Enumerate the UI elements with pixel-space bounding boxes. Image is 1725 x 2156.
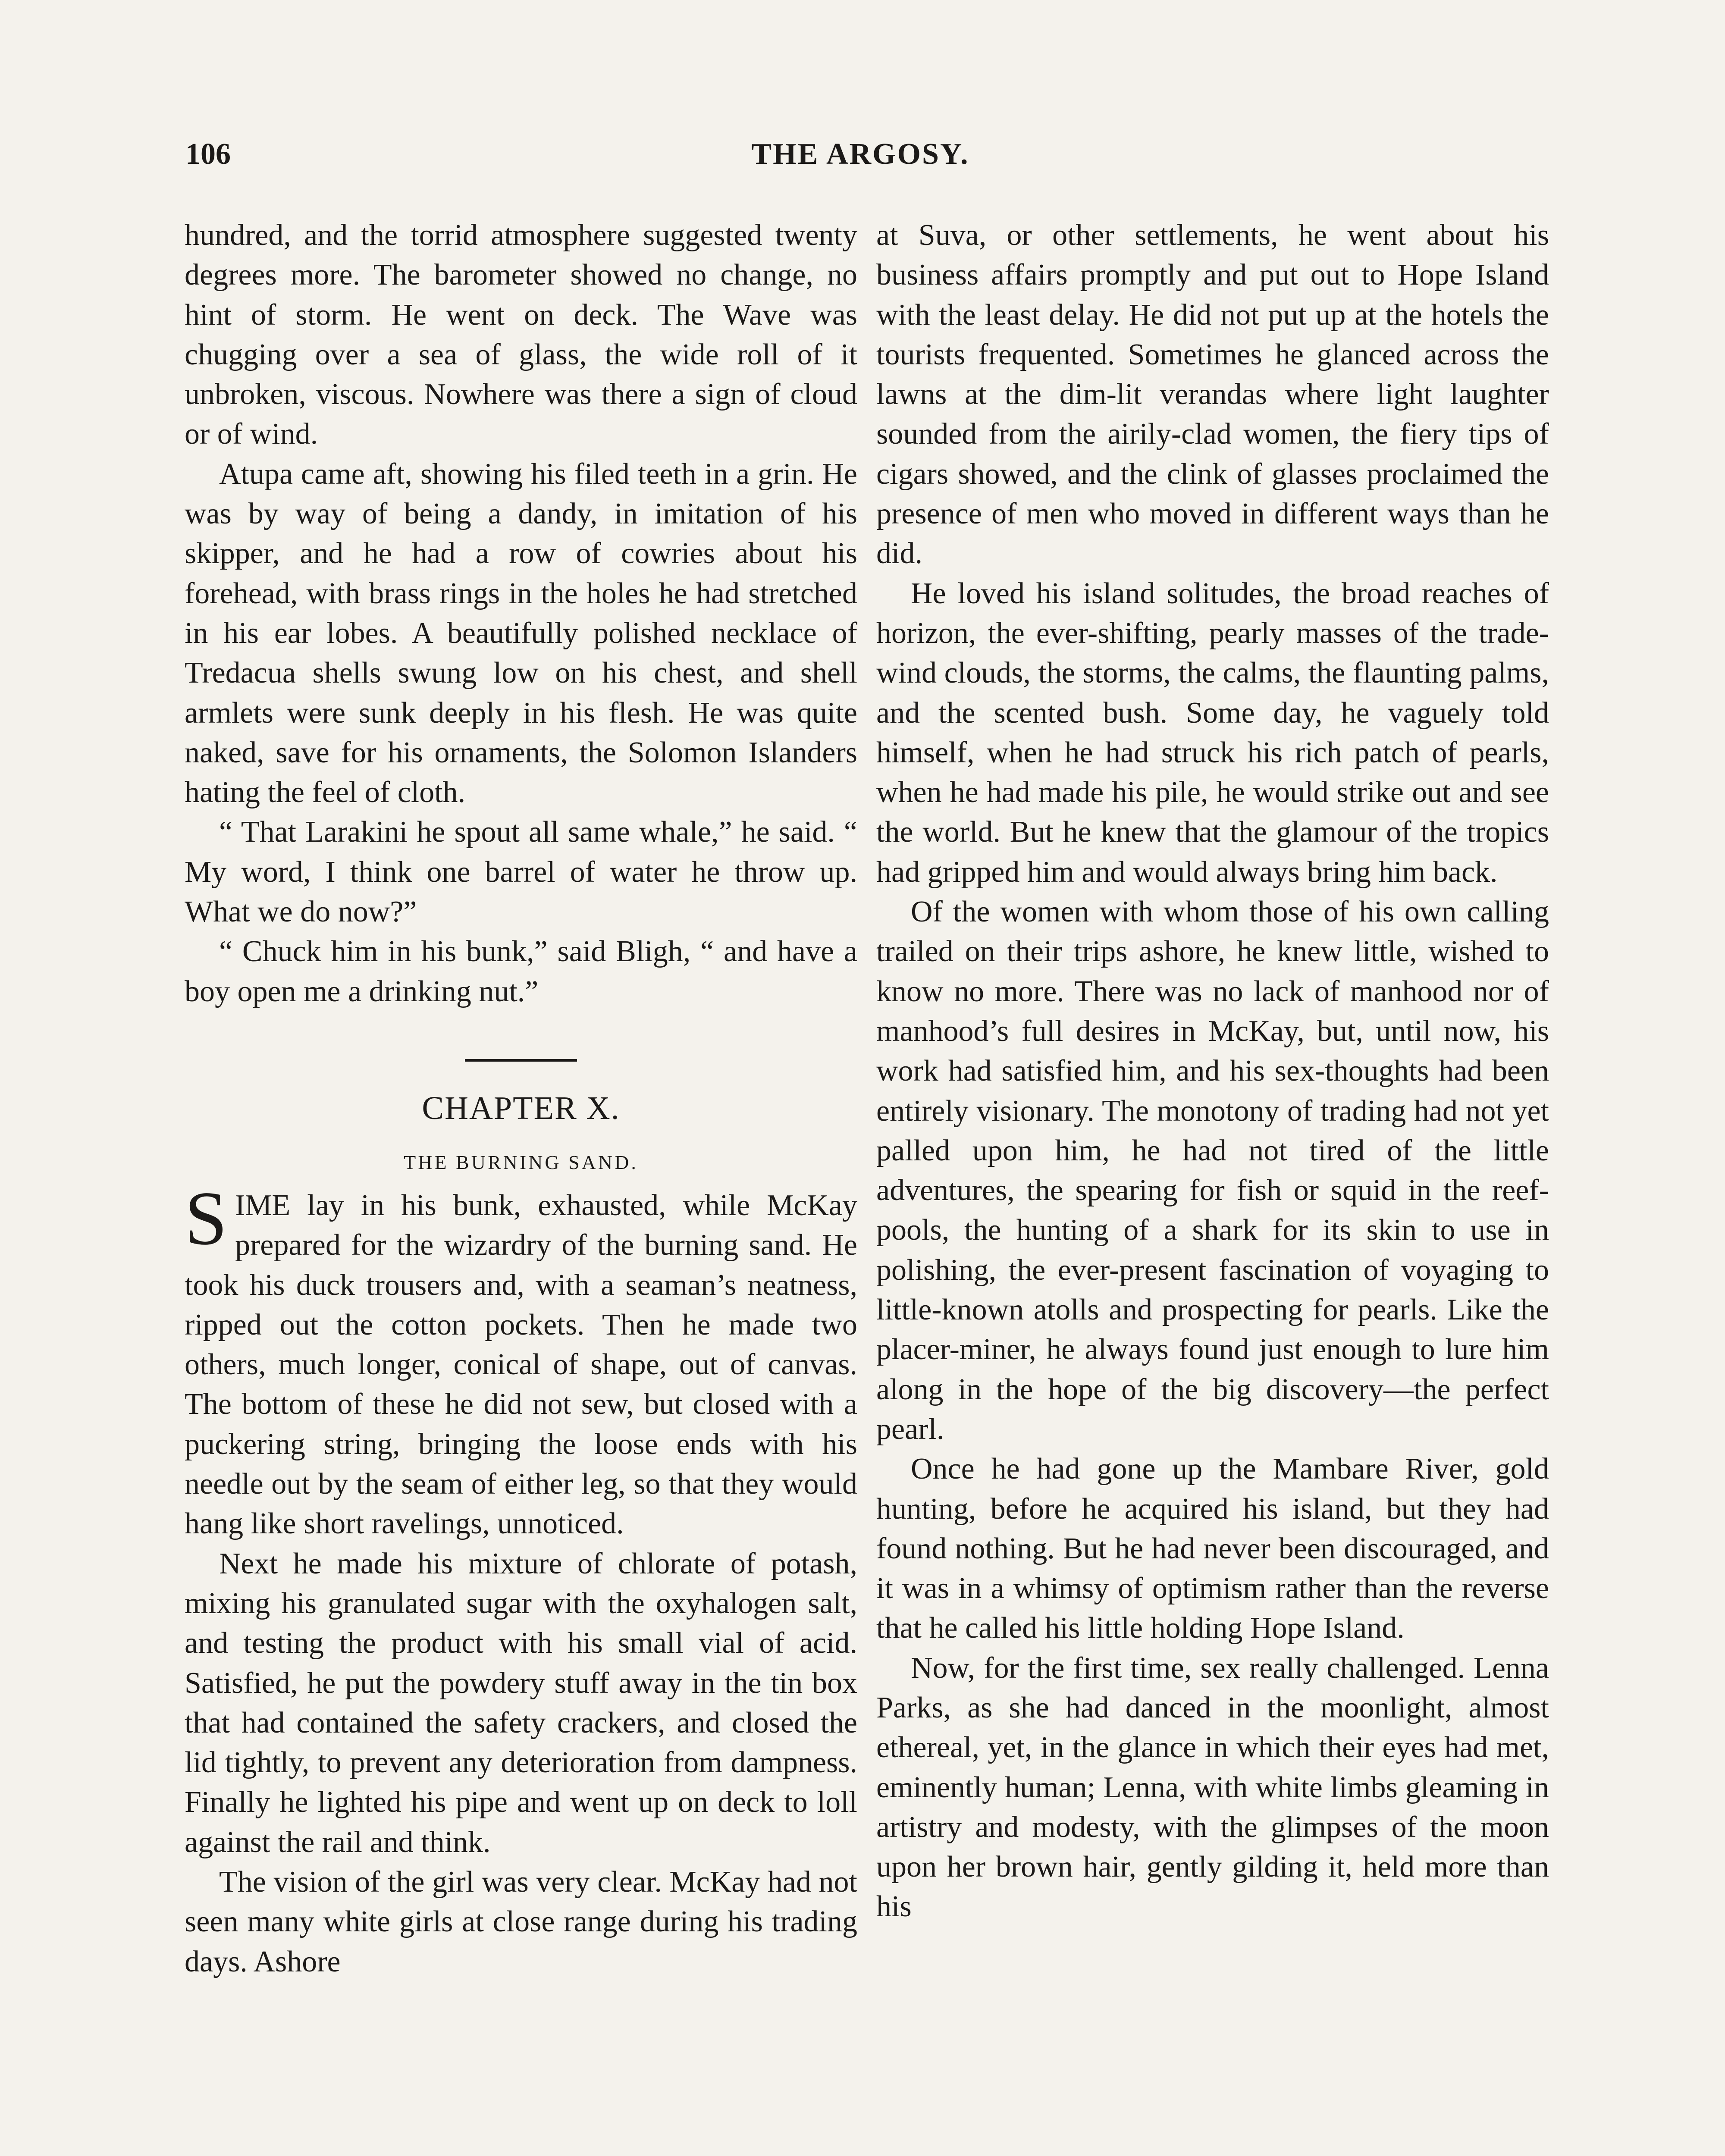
right-column: [876, 216, 1549, 1927]
chapter-title: CHAPTER X.: [422, 1090, 620, 1126]
paragraph: “ That Larakini he spout all same whale,” he said. “ My word, I think one barrel of water he throw up. What we do now?”: [185, 815, 857, 929]
page-header: [185, 137, 1535, 185]
paragraph: Now, for the first time, sex really challenged. Lenna Parks, as she had danced in the moonlight, almost ethereal, yet, in the glance in which their eyes had met, eminently human; Lenna, with white limbs gleaming in artistry and modesty, with the glimpses of the moon upon her brown hair, gently gilding it, held more than his: [876, 1651, 1549, 1924]
paragraph: [185, 1175, 857, 1544]
paragraph: Atupa came aft, showing his filed teeth in a grin. He was by way of being a dandy, in imitation of his skipper, and he had a row of cowries about his forehead, with brass rings in the holes he had stretched in his ear lobes. A beautifully polished necklace of Tredacua shells swung low on his chest, and shell armlets were sunk deeply in his flesh. He was quite naked, save for his ornaments, the Solomon Islanders hating the feel of cloth.: [185, 457, 857, 809]
paragraph-text: IME lay in his bunk, exhausted, while McKay prepared for the wizardry of the burning sand. He took his duck trousers and, with a seaman’s neatness, ripped out the cotton pockets. Then he made two others, much longer, conical of shape, out of canvas. The bottom of these he did not sew, but closed with a puckering string, bringing the loose ends with his needle out by the seam of either leg, so that they would hang like short ravelings, unnoticed.: [185, 1188, 857, 1541]
paragraph: “ Chuck him in his bunk,” said Bligh, “ and have a boy open me a drinking nut.”: [185, 935, 857, 1008]
paragraph: at Suva, or other settlements, he went about his business affairs promptly and put out to Hope Island with the least delay. He did not put up at the hotels the tourists frequented. Sometimes he glanced across the lawns at the dim-lit verandas where light laughter sounded from the airily-clad women, the fiery tips of cigars showed, and the clink of glasses proclaimed the presence of men who moved in different ways than he did.: [876, 219, 1549, 570]
page-number: 106: [185, 138, 231, 171]
paragraph: hundred, and the torrid atmosphere suggested twenty degrees more. The barometer showed no change, no hint of storm. He went on deck. The Wave was chugging over a sea of glass, the wide roll of it unbroken, viscous. Nowhere was there a sign of cloud or of wind.: [185, 219, 857, 451]
paragraph: The vision of the girl was very clear. McKay had not seen many white girls at close range during his trading days. Ashore: [185, 1865, 857, 1978]
chapter-subtitle: THE BURNING SAND.: [404, 1151, 638, 1173]
left-column: [185, 216, 857, 1982]
paragraph: Of the women with whom those of his own calling trailed on their trips ashore, he knew little, wished to know no more. There was no lack of manhood nor of manhood’s full desires in McKay, but, until now, his work had satisfied him, and his sex-thoughts had been entirely visionary. The monotony of trading had not yet palled upon him, he had not tired of the little adventures, the spearing for fish or squid in the reef-pools, the hunting of a shark for its skin to use in polishing, the ever-present fascination of voyaging to little-known atolls and prospecting for pearls. Like the placer-miner, he always found just enough to lure him along in the hope of the big discovery—the perfect pearl.: [876, 895, 1549, 1446]
paragraph: Once he had gone up the Mambare River, gold hunting, before he acquired his island, but they had found nothing. But he had never been discouraged, and it was in a whimsy of optimism rather than the reverse that he called his little holding Hope Island.: [876, 1452, 1549, 1645]
running-head: THE ARGOSY.: [751, 138, 969, 171]
section-divider: [465, 1059, 577, 1062]
paragraph: He loved his island solitudes, the broad reaches of horizon, the ever-shifting, pearly masses of the trade-wind clouds, the storms, the calms, the flaunting palms, and the scented bush. Some day, he vaguely told himself, when he had struck his rich patch of pearls, when he had made his pile, he would strike out and see the world. But he knew that the glamour of the tropics had gripped him and would always bring him back.: [876, 577, 1549, 889]
paragraph: Next he made his mixture of chlorate of potash, mixing his granulated sugar with the oxyhalogen salt, and testing the product with his small vial of acid. Satisfied, he put the powdery stuff away in the tin box that had contained the safety crackers, and closed the lid tightly, to prevent any deterioration from dampness. Finally he lighted his pipe and went up on deck to loll against the rail and think.: [185, 1547, 857, 1859]
drop-cap: S: [185, 1175, 227, 1261]
